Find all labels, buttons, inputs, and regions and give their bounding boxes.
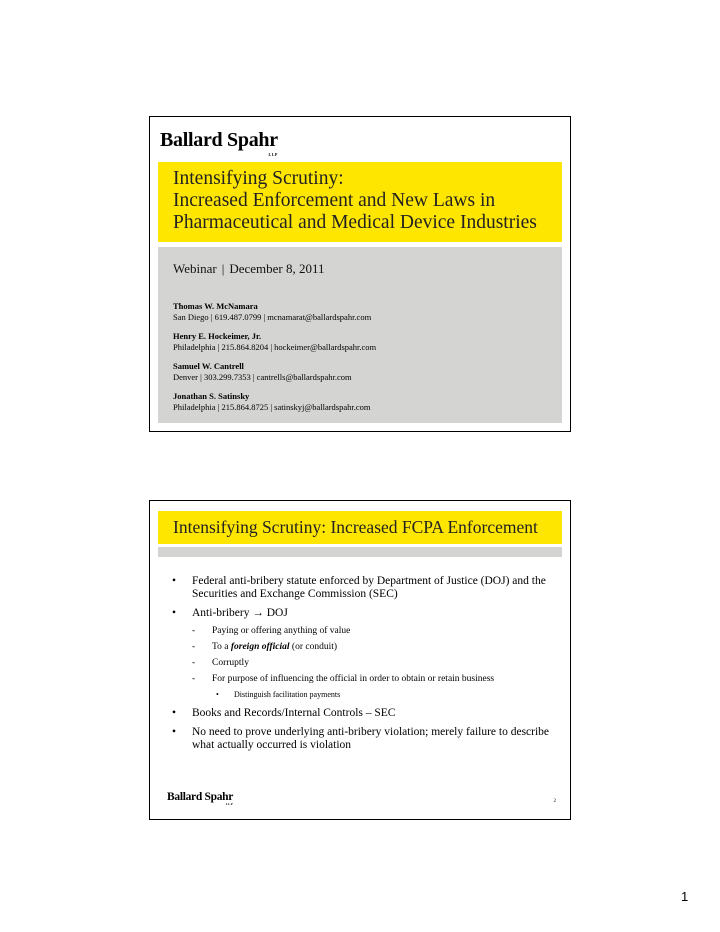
- presenter-list: [173, 301, 547, 413]
- webinar-label: Webinar: [173, 261, 217, 276]
- webinar-date: December 8, 2011: [229, 261, 325, 276]
- presenter-item: [173, 331, 547, 353]
- presenter-name: Samuel W. Cantrell: [173, 361, 244, 371]
- logo-llp: LLP: [268, 152, 278, 157]
- slide-page-number: 2: [553, 799, 556, 804]
- webinar-line: [173, 261, 547, 277]
- bullet-item: • Federal anti-bribery statute enforced by Department of Justice (DOJ) and the Securities and Exchange Commission (SEC): [172, 575, 552, 601]
- webinar-separator: |: [221, 261, 225, 276]
- title-line-1: Intensifying Scrutiny:: [173, 168, 344, 189]
- presenter-contact: Philadelphia | 215.864.8725 | satinskyj@ballardspahr.com: [173, 402, 371, 412]
- ballard-spahr-logo: [160, 129, 278, 157]
- logo-text: Ballard Spahr: [160, 129, 278, 151]
- sub-bullet-item: - For purpose of influencing the official in order to obtain or retain business: [172, 674, 552, 685]
- bullet-item: • Anti-bribery → DOJ: [172, 607, 552, 620]
- logo-llp: LLP: [225, 802, 234, 806]
- sub-bullet-text: (or conduit): [289, 642, 338, 652]
- presenter-item: [173, 301, 547, 323]
- presenter-contact: Philadelphia | 215.864.8204 | hockeimer@ballardspahr.com: [173, 342, 377, 352]
- presenter-contact: Denver | 303.299.7353 | cantrells@ballardspahr.com: [173, 372, 352, 382]
- presenter-name: Thomas W. McNamara: [173, 301, 258, 311]
- title-line-3: Pharmaceutical and Medical Device Industries: [173, 212, 537, 233]
- slide-content: [172, 575, 552, 758]
- slide-title: Intensifying Scrutiny: Increased FCPA Enforcement: [173, 517, 538, 537]
- title-underline-strip: [158, 547, 562, 557]
- presenter-name: Jonathan S. Satinsky: [173, 391, 250, 401]
- presenter-contact: San Diego | 619.487.0799 | mcnamarat@ballardspahr.com: [173, 312, 372, 322]
- bullet-item: • Books and Records/Internal Controls – SEC: [172, 707, 552, 720]
- emphasized-term: foreign official: [230, 642, 290, 652]
- handout-page-number: 1: [681, 889, 689, 904]
- bullet-item: • No need to prove underlying anti-bribery violation; merely failure to describe what actually occurred is violation: [172, 726, 552, 752]
- presenter-item: [173, 361, 547, 383]
- fcpa-slide: [149, 500, 571, 820]
- sub-bullet-text: To a: [212, 642, 231, 652]
- ballard-spahr-footer-logo: [167, 791, 234, 806]
- presenter-name: Henry E. Hockeimer, Jr.: [173, 331, 262, 341]
- presenter-item: [173, 391, 547, 413]
- slide-title-banner: [158, 511, 562, 544]
- title-banner: [158, 162, 562, 242]
- logo-text: Ballard Spahr: [167, 791, 234, 803]
- sub-bullet-item: - Paying or offering anything of value: [172, 626, 552, 637]
- title-slide: [149, 116, 571, 432]
- title-line-2: Increased Enforcement and New Laws in: [173, 190, 496, 211]
- sub-sub-bullet-item: • Distinguish facilitation payments: [172, 690, 552, 700]
- sub-bullet-item: - Corruptly: [172, 658, 552, 669]
- presenter-panel: [158, 247, 562, 423]
- sub-bullet-item: [172, 642, 552, 653]
